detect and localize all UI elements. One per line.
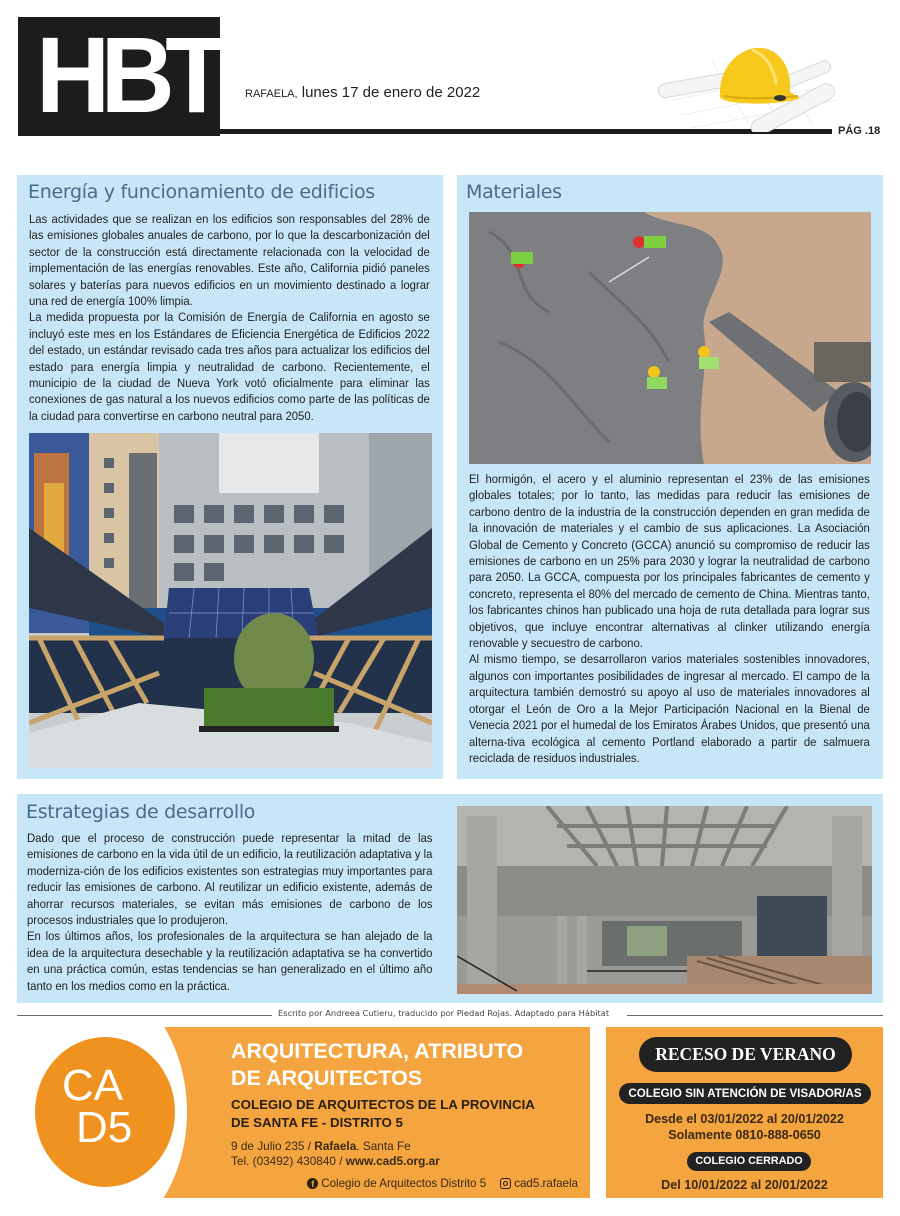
cad5-advertisement [17, 1027, 590, 1198]
website-link[interactable]: www.cad5.org.ar [345, 1154, 440, 1168]
cad5-logo: CA D5 [62, 1061, 133, 1152]
section-energia [17, 175, 443, 779]
section-title: Energía y funcionamiento de edificios [28, 181, 375, 203]
paragraph: La medida propuesta por la Comisión de Energía de California en agosto se incluyó este mes en los Estándares de Eficiencia Energética de Edificios 2022 del estado, un estándar revisado cada tres años para actualizar los edificios del estado para energía limpia y neutralidad de carbono. Recientemente, el municipio de la ciudad de Nueva York votó oficialmente para eliminar las conexiones de gas natural a los nuevos edificios como parte de las políticas de la ciudad para convertirse en carbono neutral para 2050. [29, 310, 430, 423]
section-body [469, 471, 870, 766]
section-title: Materiales [466, 181, 562, 203]
paragraph: El hormigón, el acero y el aluminio representan el 23% de las emisiones globales totales; por lo tanto, las medidas para reducir las emisiones de carbono dentro de la industria de la construcción dependen en gran medida de la innovación de materiales y el cambio de sus aplicaciones. La Asociación Global de Cemento y Concreto (GCCA) anunció su compromiso de reducir las emisiones de carbono en un 25% para 2030 y lograr la neutralidad de carbono para 2050. La GCCA, compuesta por los principales fabricantes de cemento y concreto, representa el 80% del mercado de cemento de China. Mientras tanto, los fabricantes chinos han publicado una hoja de ruta detallada para lograr sus objetivos, que incluye encontrar alternativas al clinker utilizando energía renovable y secuestro de carbono. [469, 472, 870, 651]
paragraph: Al mismo tiempo, se desarrollaron varios materiales sostenibles innovadores, algunos con importantes posibilidades de ingresar al mercado. El campo de la arquitectura también demostró su apoyo al uso de materiales innovadores al otorgar el León de Oro a la Mejor Participación Nacional en la Bienal de Venecia 2021 por el humedal de los Emiratos Árabes Unidos, que presentó una alterna-tiva ecológica al cemento Portland elaborado a partir de salmuera reciclada de residuos industriales. [469, 652, 870, 765]
receso-dates: Desde el 03/01/2022 al 20/01/2022 Solamente 0810-888-0650 [645, 1112, 844, 1142]
ad-subheadline: COLEGIO DE ARQUITECTOS DE LA PROVINCIA DE SANTA FE - DISTRITO 5 [231, 1097, 535, 1130]
ad-contact: 9 de Julio 235 / Rafaela. Santa Fe Tel. (03492) 430840 / www.cad5.org.ar [231, 1139, 440, 1168]
credit-rule-right [627, 1015, 883, 1016]
closed-badge: COLEGIO CERRADO [687, 1152, 811, 1171]
receso-notice [606, 1027, 883, 1198]
instagram-link[interactable]: cad5.rafaela [500, 1177, 578, 1190]
instagram-icon [500, 1178, 511, 1189]
paragraph: En los últimos años, los profesionales de la arquitectura se han alejado de la idea de la arquitectura desechable y la reutilización adaptativa se ha convertido en una práctica común, estas tendencias se han generalizado en el último año tanto en los medios como en la práctica. [27, 929, 433, 993]
credit-rule-left [17, 1015, 272, 1016]
facebook-icon: f [307, 1178, 318, 1189]
dateline-city: RAFAELA, [245, 88, 298, 100]
ad-social-links [307, 1177, 578, 1190]
concrete-atrium-photo [457, 806, 872, 994]
dateline-date: lunes 17 de enero de 2022 [301, 84, 481, 101]
logo-text: HBT [36, 14, 219, 135]
paragraph: Dado que el proceso de construcción puede representar la mitad de las emisiones de carbono en la vida útil de un edificio, la reutilización adaptativa y la moderniza-ción de los edificios existentes son estrategias muy importantes para reducir las emisiones de carbono. Al reutilizar un edificio existente, además de ahorrar recursos materiales, se evitan más emisiones de carbono de los procesos industriales que lo produjeron. [27, 831, 433, 928]
concrete-pouring-photo [469, 212, 871, 464]
paragraph: Las actividades que se realizan en los edificios son responsables del 28% de las emisiones globales anuales de carbono, por lo que la descarbonización del sector de la construcción está directamente relacionada con la velocidad de implementación de las energías renovables. Este año, California pidió paneles solares y baterías para nuevos edificios en un movimiento destinado a lograr una red de energía 100% limpia. [29, 212, 430, 309]
ad-headline: ARQUITECTURA, ATRIBUTO DE ARQUITECTOS [231, 1039, 524, 1090]
hard-hat-icon [652, 40, 844, 132]
article-credit: Escrito por Andreea Cutieru, traducido por Piedad Rojas. Adaptado para Hábitat [278, 1008, 610, 1018]
receso-notice-badge: COLEGIO SIN ATENCIÓN DE VISADOR/AS [619, 1083, 871, 1104]
section-materiales [457, 175, 883, 779]
section-body [29, 211, 430, 424]
solar-courtyard-photo [29, 433, 432, 768]
dateline [245, 84, 480, 101]
receso-title: RECESO DE VERANO [639, 1037, 852, 1072]
page-number: PÁG .18 [838, 125, 881, 137]
section-title: Estrategias de desarrollo [26, 801, 256, 823]
section-body [27, 830, 432, 994]
masthead-logo [18, 14, 220, 136]
facebook-link[interactable]: f Colegio de Arquitectos Distrito 5 [307, 1177, 486, 1190]
section-estrategias [17, 794, 883, 1003]
closed-dates: Del 10/01/2022 al 20/01/2022 [661, 1178, 828, 1192]
